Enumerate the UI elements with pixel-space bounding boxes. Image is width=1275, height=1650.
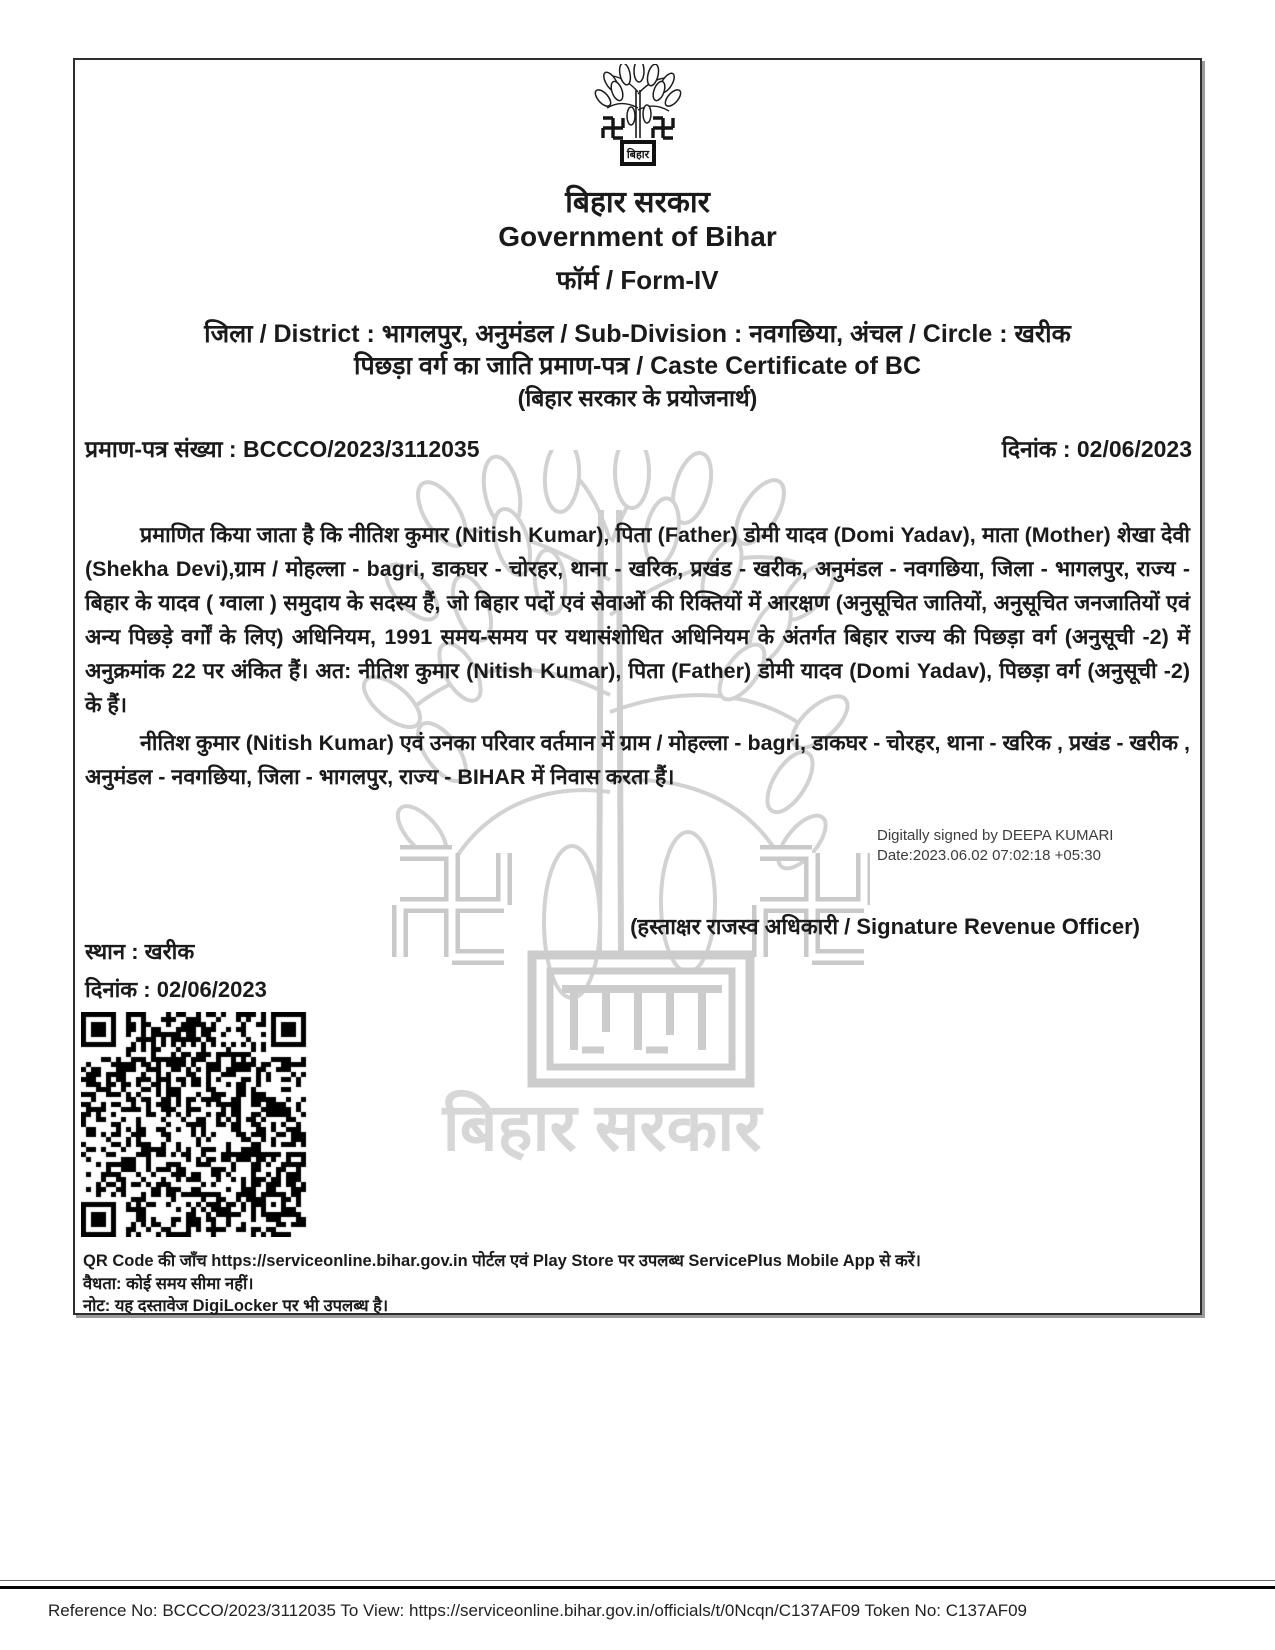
issue-date: दिनांक : 02/06/2023 xyxy=(1001,436,1192,462)
digital-signature xyxy=(877,826,1177,866)
meta-row xyxy=(85,432,1192,464)
place-line: स्थान : खरीक xyxy=(85,939,195,964)
body-paragraph-2: नीतिश कुमार (Nitish Kumar) एवं उनका परिवार वर्तमान में ग्राम / मोहल्ला - bagri, डाकघर - चोरहर, थाना - खरिक , प्रखंड - खरीक , अनुमंडल - नवगछिया, जिला - भागलपुर, राज्य - BIHAR में निवास करता हैं। xyxy=(85,731,1190,789)
notes-block xyxy=(83,1250,1190,1318)
officer-signature-label: (हस्ताक्षर राजस्व अधिकारी / Signature Revenue Officer) xyxy=(630,914,1140,939)
certificate-content xyxy=(73,58,1202,1315)
footer-divider-thick xyxy=(0,1586,1275,1589)
digital-signature-name: Digitally signed by DEEPA KUMARI xyxy=(877,827,1114,844)
watermark-text: बिहार सरकार xyxy=(442,1090,762,1162)
certificate-title: पिछड़ा वर्ग का जाति प्रमाण-पत्र / Caste Certificate of BC xyxy=(353,352,922,380)
qr-code xyxy=(81,1012,309,1237)
body-paragraph-1: प्रमाणित किया जाता है कि नीतिश कुमार (Nitish Kumar), पिता (Father) डोमी यादव (Domi Yadav), माता (Mother) शेखा देवी (Shekha Devi),ग्राम / मोहल्ला - bagri, डाकघर - चोरहर, थाना - खरिक, प्रखंड - खरीक, अनुमंडल - नवगछिया, जिला - भागलपुर, राज्य - बिहार के यादव ( ग्वाला ) समुदाय के सदस्य हैं, जो बिहार पदों एवं सेवाओं की रिक्तियों में आरक्षण (अनुसूचित जातियों, अनुसूचित जनजातियों एवं अन्य पिछड़े वर्गों के लिए) अधिनियम, 1991 समय-समय पर यथासंशोधित अधिनियम के अंतर्गत बिहार राज्य की पिछड़ा वर्ग (अनुसूची -2) में अनुक्रमांक 22 पर अंकित हैं। अत: नीतिश कुमार (Nitish Kumar), पिता (Father) डोमी यादव (Domi Yadav), पिछड़ा वर्ग (अनुसूची -2) के हैं। xyxy=(85,523,1190,717)
emblem-box-label: बिहार xyxy=(626,149,649,161)
district-line: जिला / District : भागलपुर, अनुमंडल / Sub-Division : नवगछिया, अंचल / Circle : खरीक xyxy=(204,320,1071,348)
validity-note: वैधता: कोई समय सीमा नहीं। xyxy=(83,1274,254,1293)
title-hindi: बिहार सरकार xyxy=(565,186,710,219)
title-english: Government of Bihar xyxy=(498,221,777,252)
footer-divider-thin xyxy=(0,1580,1275,1581)
footer-reference: Reference No: BCCCO/2023/3112035 To View: https://serviceonline.bihar.gov.in/officials/t/0Ncqn/C137AF09 Token No: C137AF09 xyxy=(48,1601,1028,1620)
purpose-line: (बिहार सरकार के प्रयोजनार्थ) xyxy=(517,385,758,411)
certificate-number: प्रमाण-पत्र संख्या : BCCCO/2023/3112035 xyxy=(85,436,480,462)
form-line: फॉर्म / Form-IV xyxy=(556,265,719,295)
date-line: दिनांक : 02/06/2023 xyxy=(85,977,267,1002)
bihar-emblem-icon xyxy=(583,64,693,172)
digital-signature-date: Date:2023.06.02 07:02:18 +05:30 xyxy=(877,847,1101,864)
qr-verification-note: QR Code की जाँच https://serviceonline.bihar.gov.in पोर्टल एवं Play Store पर उपलब्ध ServicePlus Mobile App से करें। xyxy=(83,1252,921,1270)
digilocker-note: नोट: यह दस्तावेज DigiLocker पर भी उपलब्ध है। xyxy=(83,1297,389,1315)
